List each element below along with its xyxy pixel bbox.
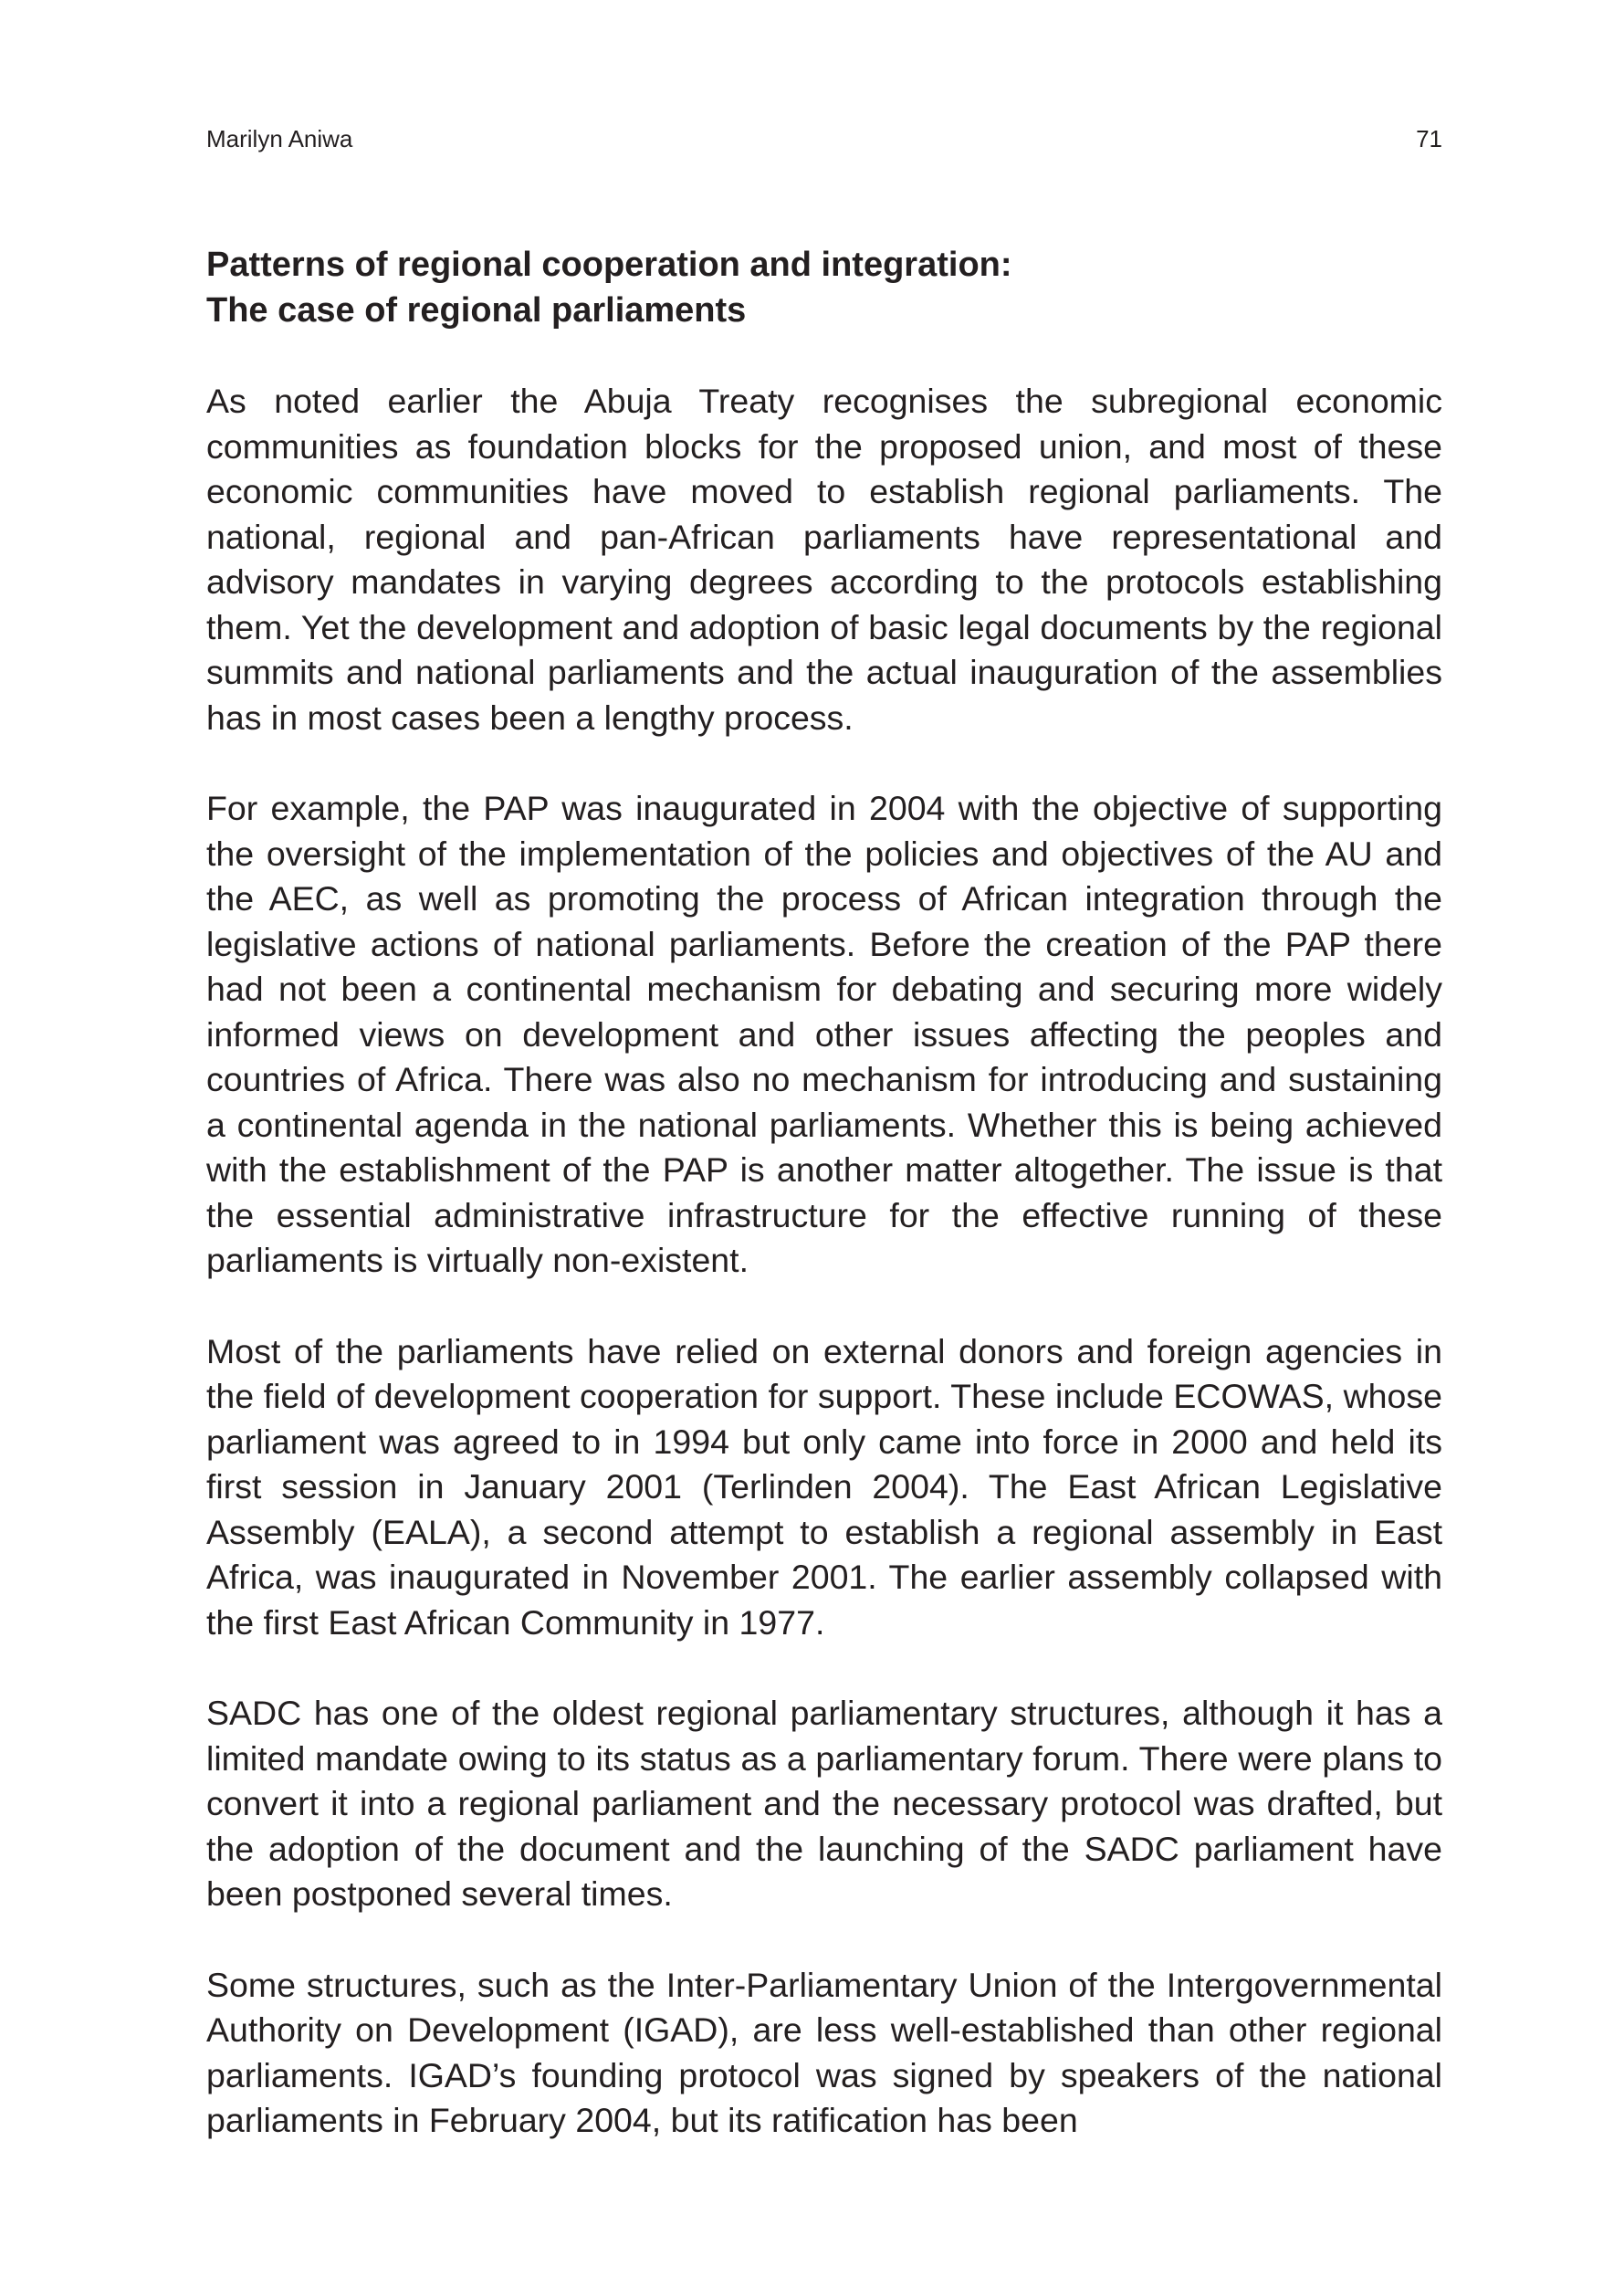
section-heading: [206, 242, 1442, 333]
paragraph-pap-example: For example, the PAP was inaugurated in 2004 with the objective of supporting the oversight of the implementation of the policies and objectives of the AU and the AEC, as well as promoting the process of African integration through the legislative actions of national parliaments. Before the creation of the PAP there had not been a continental mechanism for debating and securing more widely informed views on development and other issues affecting the peoples and countries of Africa. There was also no mechanism for introducing and sustaining a continental agenda in the national parliaments. Whether this is being achieved with the establishment of the PAP is another matter altogether. The issue is that the essential administrative infrastructure for the effective running of these parliaments is virtually non-existent.: [206, 789, 1442, 1279]
section-heading-line-2: The case of regional parliaments: [206, 291, 747, 330]
page-body: [206, 242, 1442, 2144]
paragraph-sadc: SADC has one of the oldest regional parliamentary structures, although it has a limited mandate owing to its status as a parliamentary forum. There were plans to convert it into a regional parliament and the necessary protocol was drafted, but the adoption of the document and the launching of the SADC parliament have been postponed several times.: [206, 1694, 1442, 1913]
paragraph-external-donors: Most of the parliaments have relied on external donors and foreign agencies in the field of development cooperation for support. These include ECOWAS, whose parliament was agreed to in 1994 but only came into force in 2000 and held its first session in January 2001 (Terlinden 2004). The East African Legislative Assembly (EALA), a second attempt to establish a regional assembly in East Africa, was inaugurated in November 2001. The earlier assembly collapsed with the first East African Community in 1977.: [206, 1331, 1442, 1642]
running-head-author: Marilyn Aniwa: [206, 125, 353, 152]
paragraph-abuja-treaty: As noted earlier the Abuja Treaty recognises the subregional economic communities as foundation blocks for the proposed union, and most of these economic communities have moved to establish regional parliaments. The national, regional and pan-African parliaments have representational and advisory mandates in varying degrees according to the protocols establishing them. Yet the development and adoption of basic legal documents by the regional summits and national parliaments and the actual inauguration of the assemblies has in most cases been a lengthy process.: [206, 382, 1442, 737]
paragraph-igad: Some structures, such as the Inter-Parliamentary Union of the Intergovernmental Authority on Development (IGAD), are less well-established than other regional parliaments. IGAD’s founding protocol was signed by speakers of the national parliaments in February 2004, but its ratification has been: [206, 1965, 1442, 2139]
running-head: [206, 121, 1442, 157]
section-heading-line-1: Patterns of regional cooperation and integration:: [206, 246, 1012, 284]
page-number: 71: [1416, 125, 1442, 152]
